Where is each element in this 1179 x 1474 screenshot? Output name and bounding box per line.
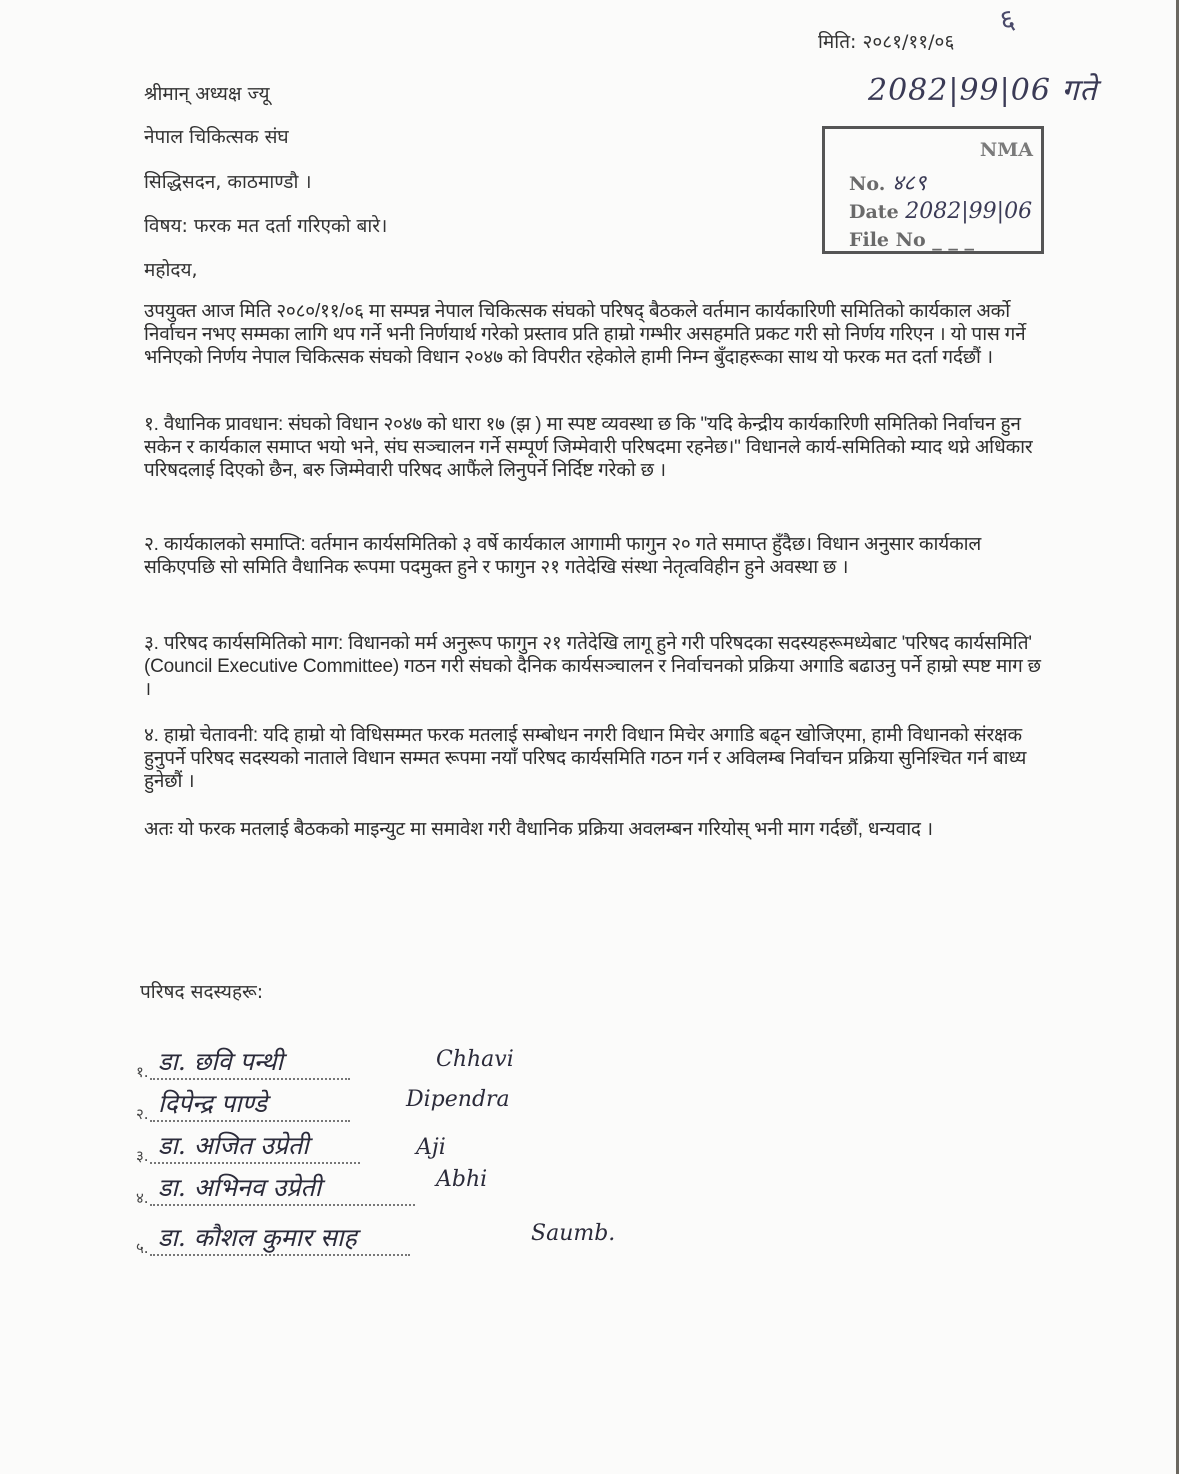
signatory-row <box>136 1221 656 1260</box>
stamp-file-value: _ _ _ <box>932 229 975 251</box>
recipient-location: सिद्धिसदन, काठमाण्डौ । <box>144 171 312 193</box>
stamp-number-row <box>849 167 926 197</box>
signature: Chhavi <box>436 1047 514 1072</box>
printed-date: मिति: २०८१/११/०६ <box>818 31 955 53</box>
intro-paragraph: उपयुक्त आज मिति २०८०/११/०६ मा सम्पन्न नेपाल चिकित्सक संघको परिषद् बैठकले वर्तमान कार्यकारिणी समितिको कार्यकाल अर्को निर्वाचन नभए सम्मका लागि थप गर्ने भनी निर्णयार्थ गरेको प्रस्ताव प्रति हाम्रो गम्भीर असहमति प्रकट गरी सो निर्णय गरिएन । यो पास गर्ने भनिएको निर्णय नेपाल चिकित्सक संघको विधान २०४७ को विपरीत रहेकोले हामी निम्न बुँदाहरूका साथ यो फरक मत दर्ता गर्दछौं । <box>144 301 1026 368</box>
stamp-number-value: ४८९ <box>891 171 927 196</box>
signature-line <box>150 1204 415 1206</box>
point-2-paragraph: २. कार्यकालको समाप्ति: वर्तमान कार्यसमितिको ३ वर्षे कार्यकाल आगामी फागुन २० गते समाप्त हुँदैछ। विधान अनुसार कार्यकाल सकिएपछि सो समिति वैधानिक रूपमा पदमुक्त हुने र फागुन २१ गतेदेखि संस्था नेतृत्वविहीन हुने अवस्था छ । <box>144 534 982 578</box>
signature: Aji <box>416 1135 446 1160</box>
signatory-number: ३. <box>136 1147 149 1165</box>
salutation: श्रीमान् अध्यक्ष ज्यू <box>144 83 270 105</box>
signatory-name: डा. अभिनव उप्रेती <box>158 1173 322 1202</box>
signatory-row <box>136 1131 656 1168</box>
point-4-paragraph: ४. हाम्रो चेतावनी: यदि हाम्रो यो विधिसम्मत फरक मतलाई सम्बोधन नगरी विधान मिचेर अगाडि बढ्न खोजिएमा, हामी विधानको संरक्षक हुनुपर्ने परिषद सदस्यको नाताले विधान सम्मत रूपमा नयाँ परिषद कार्यसमिति गठन गर्न र अविलम्ब निर्वाचन प्रक्रिया सुनिश्चित गर्न बाध्य हुनेछौं । <box>144 725 1027 792</box>
point-3-paragraph: ३. परिषद कार्यसमितिको माग: विधानको मर्म अनुरूप फागुन २१ गतेदेखि लागू हुने गरी परिषदका सदस्यहरूमध्येबाट 'परिषद कार्यसमिति' (Council Executive Committee) गठन गरी संघको दैनिक कार्यसञ्चालन र निर्वाचनको प्रक्रिया अगाडि बढाउनु पर्ने हाम्रो स्पष्ट माग छ । <box>144 633 1041 700</box>
subject-line: विषय: फरक मत दर्ता गरिएको बारे। <box>144 215 388 237</box>
stamp-file-row <box>849 229 974 251</box>
stamp-date-label: Date <box>849 201 899 223</box>
recipient-org: नेपाल चिकित्सक संघ <box>144 126 289 148</box>
signature: Abhi <box>436 1167 488 1192</box>
registration-stamp <box>822 126 1044 254</box>
corner-handwritten-mark: ६ <box>997 1 1018 38</box>
signatory-row <box>136 1047 656 1084</box>
stamp-org: NMA <box>979 139 1033 161</box>
signature: Dipendra <box>406 1087 510 1112</box>
signatory-row <box>136 1087 656 1126</box>
signatory-name: डा. छवि पन्थी <box>158 1047 283 1076</box>
signatory-number: १. <box>136 1063 149 1081</box>
signature-line <box>150 1120 350 1122</box>
signatory-row <box>136 1167 656 1210</box>
signature: Saumb. <box>531 1221 616 1246</box>
signature-line <box>150 1078 350 1080</box>
point-1-paragraph: १. वैधानिक प्रावधान: संघको विधान २०४७ को धारा १७ (झ ) मा स्पष्ट व्यवस्था छ कि "यदि केन्द्रीय कार्यकारिणी समितिको निर्वाचन हुन सकेन र कार्यकाल समाप्त भयो भने, संघ सञ्चालन गर्ने सम्पूर्ण जिम्मेवारी परिषदमा रहनेछ।" विधानले कार्य-समितिको म्याद थप्ने अधिकार परिषदलाई दिएको छैन, बरु जिम्मेवारी परिषद आफैंले लिनुपर्ने निर्दिष्ट गरेको छ । <box>144 414 1033 481</box>
signatory-name: डा. अजित उप्रेती <box>158 1131 309 1160</box>
signature-line <box>150 1162 360 1164</box>
signatory-number: ४. <box>136 1189 149 1207</box>
members-label: परिषद सदस्यहरू: <box>140 981 264 1003</box>
stamp-number-label: No. <box>849 173 886 195</box>
signatory-number: ५. <box>136 1239 149 1257</box>
handwritten-date: 2082|99|06 गते <box>868 73 1098 108</box>
signature-line <box>150 1254 410 1256</box>
closing-paragraph: अतः यो फरक मतलाई बैठकको माइन्युट मा समावेश गरी वैधानिक प्रक्रिया अवलम्बन गरियोस् भनी माग गर्दछौं, धन्यवाद । <box>144 819 933 840</box>
signatory-name: दिपेन्द्र पाण्डे <box>158 1089 267 1118</box>
signatory-number: २. <box>136 1105 149 1123</box>
signatory-name: डा. कौशल कुमार साह <box>158 1223 357 1252</box>
greeting: महोदय, <box>144 259 198 281</box>
stamp-date-value: 2082|99|06 <box>905 199 1033 224</box>
stamp-date-row <box>849 199 1032 224</box>
stamp-file-label: File No <box>849 229 926 251</box>
